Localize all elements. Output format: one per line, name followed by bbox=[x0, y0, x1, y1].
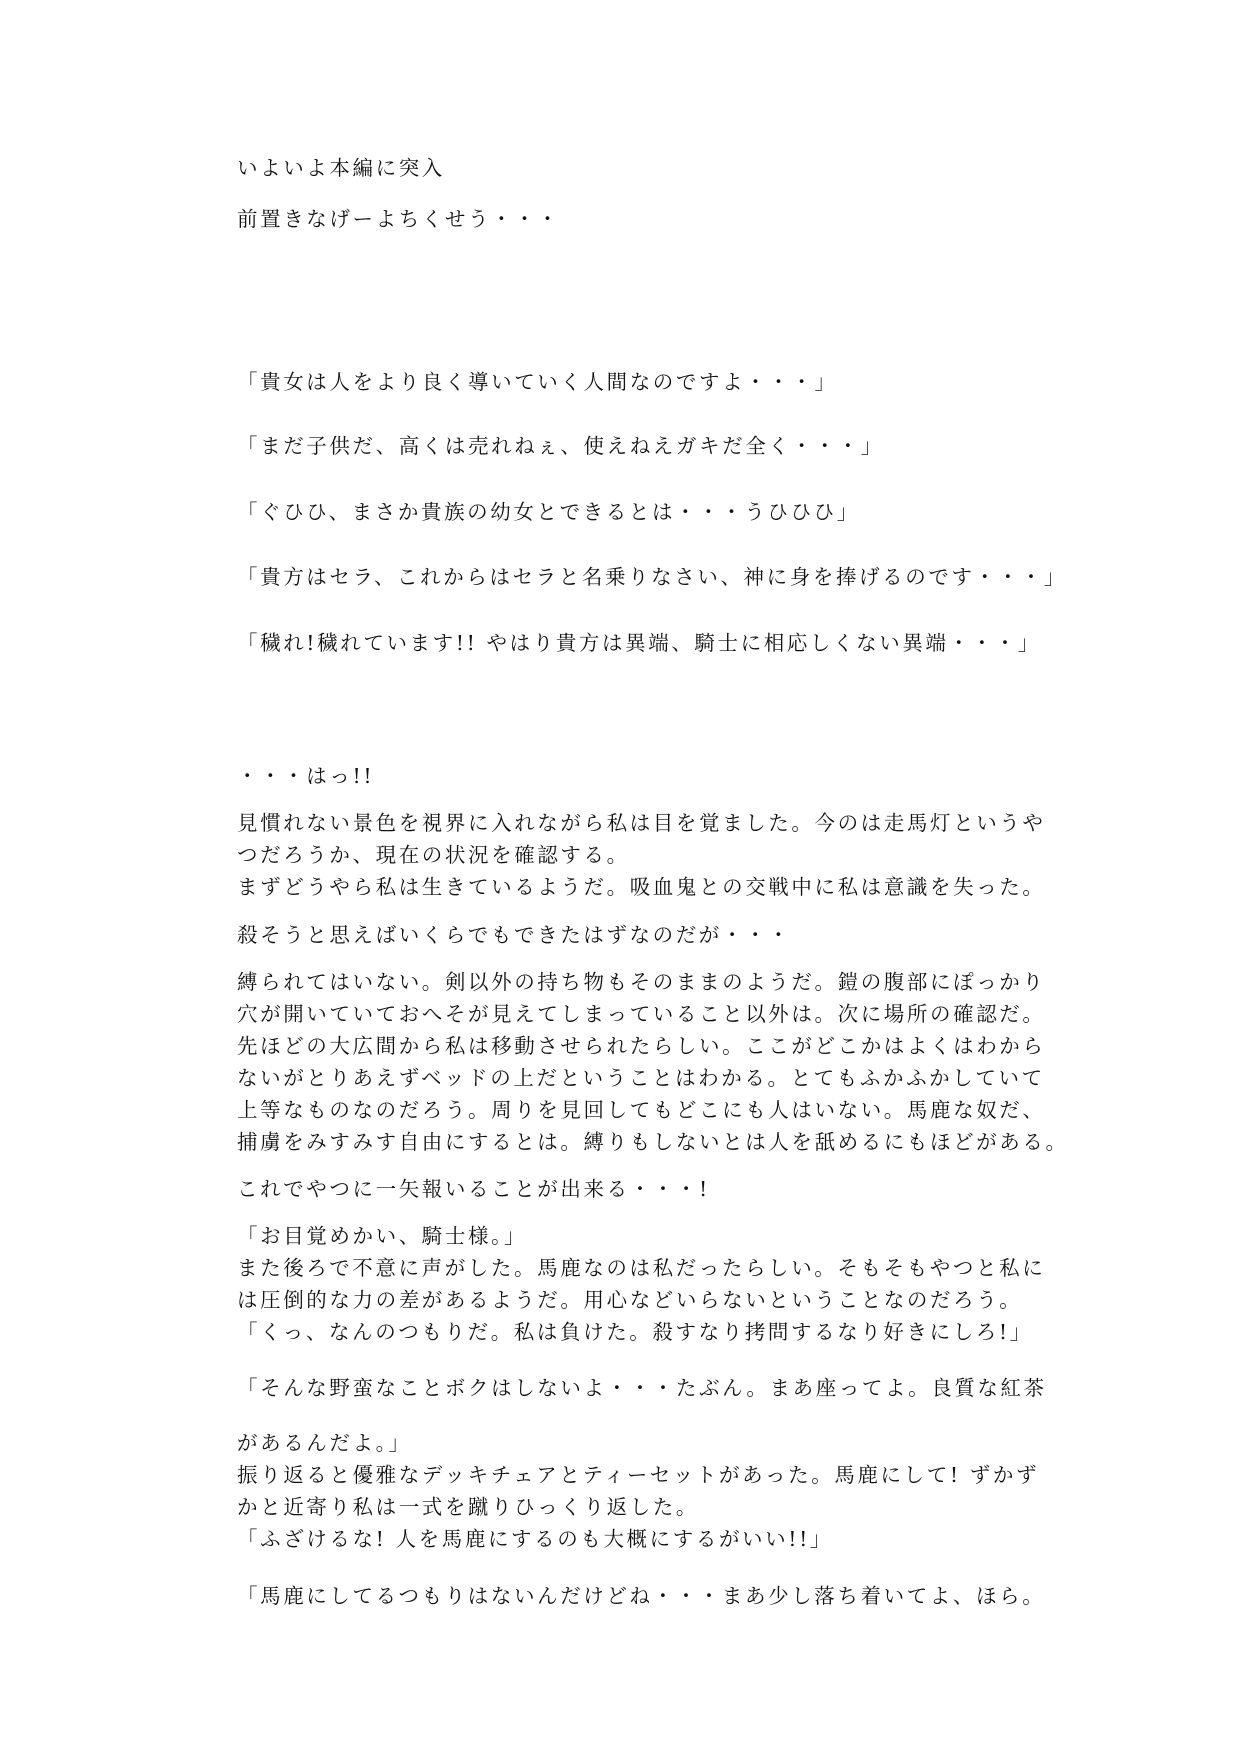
body-line: また後ろで不意に声がした。馬鹿なのは私だったらしい。そもそもやつと私に bbox=[237, 1256, 1046, 1280]
body-line: 穴が開いていておへそが見えてしまっていること以外は。次に場所の確認だ。 bbox=[237, 1002, 1046, 1026]
body-line: 殺そうと思えばいくらでもできたはずなのだが・・・ bbox=[237, 923, 792, 947]
body-line: 振り返ると優雅なデッキチェアとティーセットがあった。馬鹿にして! ずかず bbox=[237, 1463, 1040, 1487]
body-line: これでやつに一矢報いることが出来る・・・! bbox=[237, 1177, 710, 1201]
body-line: まずどうやら私は生きているようだ。吸血鬼との交戦中に私は意識を失った。 bbox=[237, 875, 1046, 899]
body-line: 見慣れない景色を視界に入れながら私は目を覚ました。今のは走馬灯というや bbox=[237, 811, 1046, 835]
flashback-line-5: 「穢れ!穢れています!! やはり貴方は異端、騎士に相応しくない異端・・・」 bbox=[237, 631, 1041, 655]
body-line: は圧倒的な力の差があるようだ。用心などいらないということなのだろう。 bbox=[237, 1288, 1023, 1312]
body-line: ないがとりあえずベッドの上だということはわかる。とてもふかふかしていて bbox=[237, 1066, 1045, 1090]
flashback-line-3: 「ぐひひ、まさか貴族の幼女とできるとは・・・うひひひ」 bbox=[237, 500, 860, 524]
body-line: かと近寄り私は一式を蹴りひっくり返した。 bbox=[237, 1495, 699, 1519]
flashback-line-1: 「貴女は人をより良く導いていく人間なのですよ・・・」 bbox=[237, 370, 838, 394]
body-line: 縛られてはいない。剣以外の持ち物もそのままのようだ。鎧の腹部にぽっかり bbox=[237, 970, 1046, 994]
body-line: ・・・はっ!! bbox=[237, 764, 375, 788]
intro-line-2: 前置きなげーよちくせう・・・ bbox=[237, 207, 561, 231]
body-line: 「ふざけるな! 人を馬鹿にするのも大概にするがいい!!」 bbox=[237, 1527, 834, 1551]
body-line: 「くっ、なんのつもりだ。私は負けた。殺すなり拷問するなり好きにしろ!」 bbox=[237, 1320, 1033, 1344]
body-line: 「馬鹿にしてるつもりはないんだけどね・・・まあ少し落ち着いてよ、ほら。 bbox=[237, 1584, 1046, 1608]
body-line: 先ほどの大広間から私は移動させられたらしい。ここがどこかはよくはわから bbox=[237, 1034, 1046, 1058]
body-line: つだろうか、現在の状況を確認する。 bbox=[237, 843, 630, 867]
body-line: があるんだよ。」 bbox=[237, 1431, 412, 1455]
flashback-line-2: 「まだ子供だ、高くは売れねぇ、使えねえガキだ全く・・・」 bbox=[237, 434, 884, 458]
intro-line-1: いよいよ本編に突入 bbox=[237, 156, 445, 180]
body-line: 上等なものなのだろう。周りを見回してもどこにも人はいない。馬鹿な奴だ、 bbox=[237, 1098, 1046, 1122]
flashback-line-4: 「貴方はセラ、これからはセラと名乗りなさい、神に身を捧げるのです・・・」 bbox=[237, 565, 1067, 589]
body-line: 「お目覚めかい、騎士様。」 bbox=[237, 1224, 528, 1248]
body-line: 「そんな野蛮なことボクはしないよ・・・たぶん。まあ座ってよ。良質な紅茶 bbox=[237, 1376, 1047, 1400]
body-line: 捕虜をみすみす自由にするとは。縛りもしないとは人を舐めるにもほどがある。 bbox=[237, 1130, 1069, 1154]
